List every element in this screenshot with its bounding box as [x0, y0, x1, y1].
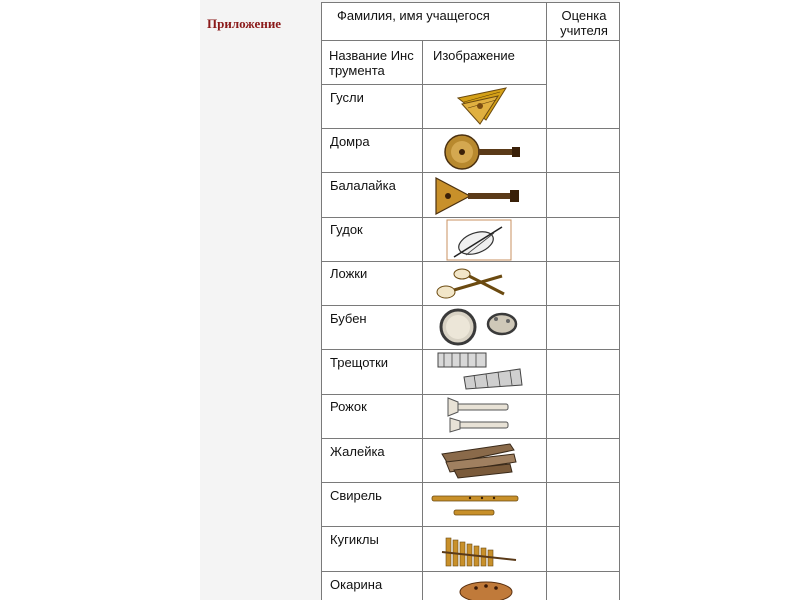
instrument-name: Домра [330, 134, 370, 149]
teacher-grade-header: Оценка учителя [560, 8, 608, 38]
instrument-name: Кугиклы [330, 532, 379, 547]
gudok-icon [446, 219, 514, 261]
domra-icon [442, 132, 522, 172]
zhaleika-icon [440, 440, 520, 480]
grid-line [321, 40, 620, 41]
grid-line [321, 128, 620, 129]
gusli-icon [450, 86, 520, 128]
instrument-name: Трещотки [330, 355, 389, 370]
grid-line [321, 571, 620, 572]
instrument-name: Ложки [330, 266, 368, 281]
grid-line [546, 2, 547, 600]
grid-line [321, 438, 620, 439]
grid-line [321, 261, 620, 262]
grid-line [321, 349, 620, 350]
grid-line [321, 84, 546, 85]
instrument-name: Окарина [330, 577, 383, 592]
grid-line [321, 305, 620, 306]
image-header: Изображение [433, 48, 515, 63]
grid-line [321, 2, 620, 3]
spoons-icon [432, 264, 508, 304]
grid-line [619, 2, 620, 600]
grid-line [321, 482, 620, 483]
ocarina-icon [456, 574, 520, 600]
appendix-title: Приложение [207, 16, 282, 31]
instrument-name: Балалайка [330, 178, 396, 193]
kugikly-icon [440, 530, 520, 570]
grid-line [321, 172, 620, 173]
grid-line [321, 394, 620, 395]
grid-line [422, 40, 423, 600]
tambourine-icon [430, 307, 522, 347]
svirel-icon [430, 490, 520, 522]
student-name-header: Фамилия, имя учащегося [337, 8, 490, 23]
instrument-name: Свирель [330, 488, 382, 503]
instrument-name: Бубен [330, 311, 367, 326]
instrument-name: Жалейка [330, 444, 385, 459]
horn-icon [446, 396, 512, 436]
rattle-icon [434, 351, 524, 391]
grid-line [321, 526, 620, 527]
instrument-name: Рожок [330, 399, 367, 414]
grid-line [321, 2, 322, 600]
instrument-name-header: Название Инструмента [329, 48, 414, 78]
balalaika-icon [434, 174, 520, 218]
instrument-name: Гудок [330, 222, 363, 237]
instrument-name: Гусли [330, 90, 364, 105]
